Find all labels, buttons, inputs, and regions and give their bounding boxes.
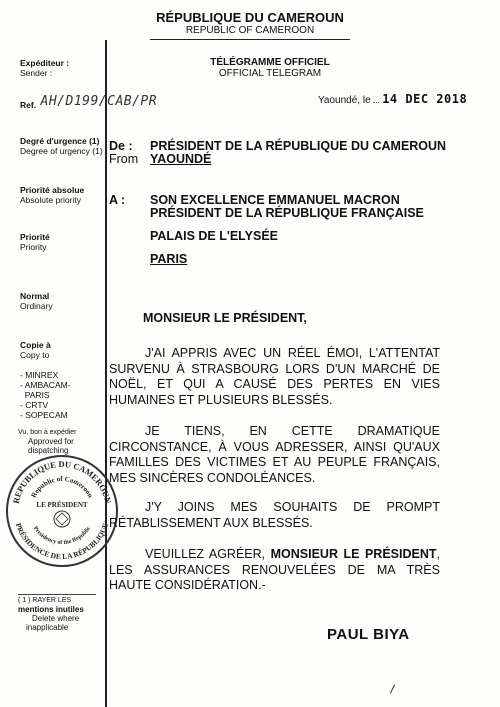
copy-item: PARIS: [20, 390, 50, 400]
header-divider: [150, 39, 350, 40]
footnote-line: Delete where: [32, 614, 80, 623]
from-label-en: From: [109, 152, 139, 166]
approval-line: dispatching: [28, 446, 69, 455]
closing-text: VEUILLEZ AGRÉER,: [145, 547, 271, 561]
copy-item: - MINREX: [20, 370, 59, 380]
footnote-line: ( 1 ) RAYER LES: [18, 597, 72, 604]
to-label: A :: [109, 193, 126, 207]
paragraph-2: JE TIENS, EN CETTE DRAMATIQUE CIRCONSTANCE, À VOUS ADRESSER, AINSI QU'AUX FAMILLES DES VICTIMES ET AU PEUPLE FRANÇAIS, MES SINCÈRES CONDOLÉANCES.: [109, 424, 440, 485]
copy-item: - CRTV: [20, 400, 49, 410]
closing-text: , LES ASSURANCES RENOUVELÉES DE MA TRÈS HAUTE CONSIDÉRATION.-: [109, 547, 440, 592]
copy-label-en: Copy to: [20, 350, 50, 360]
paragraph-4: [109, 547, 440, 594]
stamp-center-text: LE PRÉSIDENT: [36, 501, 88, 509]
approval-line: Vu, bon à expédier: [18, 429, 77, 436]
closing-addressee: MONSIEUR LE PRÉSIDENT: [270, 547, 437, 561]
from-line-1: PRÉSIDENT DE LA RÉPUBLIQUE DU CAMEROUN: [150, 139, 447, 153]
priority-absolute-en: Absolute priority: [20, 195, 81, 205]
stamp-text-ring: [8, 457, 116, 565]
presidency-stamp: [6, 455, 118, 567]
date-line: [318, 92, 467, 106]
footnote-line: mentions inutiles: [18, 605, 84, 614]
to-line-3: PALAIS DE L'ELYSÉE: [150, 229, 279, 243]
sender-label-fr: Expéditeur :: [20, 58, 70, 68]
telegram-title-en: OFFICIAL TELEGRAM: [218, 68, 322, 79]
priority-fr: Priorité: [20, 232, 50, 242]
normal-en: Ordinary: [20, 301, 53, 311]
svg-text:Presidency of the Republic: Presidency of the Republic: [31, 525, 93, 547]
svg-text:PRÉSIDENCE DE LA RÉPUBLIQUE: PRÉSIDENCE DE LA RÉPUBLIQUE: [13, 521, 111, 562]
footnote: [18, 594, 96, 632]
header-title-fr: RÉPUBLIQUE DU CAMEROUN: [156, 10, 344, 25]
date-prefix: Yaoundé, le: [318, 95, 371, 106]
pen-mark: [390, 684, 395, 693]
to-line-4: PARIS: [150, 252, 188, 266]
date-value: 14 DEC 2018: [382, 92, 468, 106]
header-title-en: REPUBLIC OF CAMEROON: [185, 25, 315, 36]
column-divider: [105, 40, 107, 707]
svg-text:REPUBLIQUE DU CAMEROUN: REPUBLIQUE DU CAMEROUN: [10, 458, 114, 505]
urgency-label-fr: Degré d'urgence (1): [20, 136, 100, 146]
ref-value: AH/D199/CAB/PR: [40, 94, 158, 109]
signature-name: PAUL BIYA: [327, 626, 410, 643]
from-line-2: YAOUNDÉ: [150, 152, 212, 166]
reference: [20, 92, 157, 110]
approval-label: [18, 428, 77, 455]
priority-absolute-fr: Priorité absolue: [20, 185, 85, 195]
priority-en: Priority: [20, 242, 47, 252]
copy-list: [20, 370, 71, 420]
sender-label-en: Sender :: [20, 68, 53, 78]
normal-fr: Normal: [20, 291, 50, 301]
svg-text:Republic of Cameroon: Republic of Cameroon: [29, 474, 95, 500]
urgency-label-en: Degree of urgency (1): [20, 146, 103, 156]
to-line-1: SON EXCELLENCE EMMANUEL MACRON: [150, 193, 400, 207]
salutation: MONSIEUR LE PRÉSIDENT,: [143, 311, 307, 325]
copy-item: - SOPECAM: [20, 410, 68, 420]
footnote-line: inapplicable: [26, 623, 69, 632]
paragraph-1: J'AI APPRIS AVEC UN RÉEL ÉMOI, L'ATTENTAT SURVENU À STRASBOURG LORS D'UN MARCHÉ DE NOËL, ET QUI A CAUSÉ DES PERTES EN VIES HUMAINES ET PLUSIEURS BLESSÉS.: [109, 346, 440, 407]
paragraph-3: J'Y JOINS MES SOUHAITS DE PROMPT RÉTABLISSEMENT AUX BLESSÉS.: [109, 500, 440, 530]
copy-item: - AMBACAM-: [20, 380, 71, 390]
copy-label-fr: Copie à: [20, 340, 51, 350]
approval-line: Approved for: [28, 437, 74, 446]
telegram-title-fr: TÉLÉGRAMME OFFICIEL: [210, 57, 330, 68]
ref-label: Ref.: [20, 100, 37, 110]
to-line-2: PRÉSIDENT DE LA RÉPUBLIQUE FRANÇAISE: [150, 206, 424, 220]
from-label-fr: De :: [109, 139, 133, 153]
